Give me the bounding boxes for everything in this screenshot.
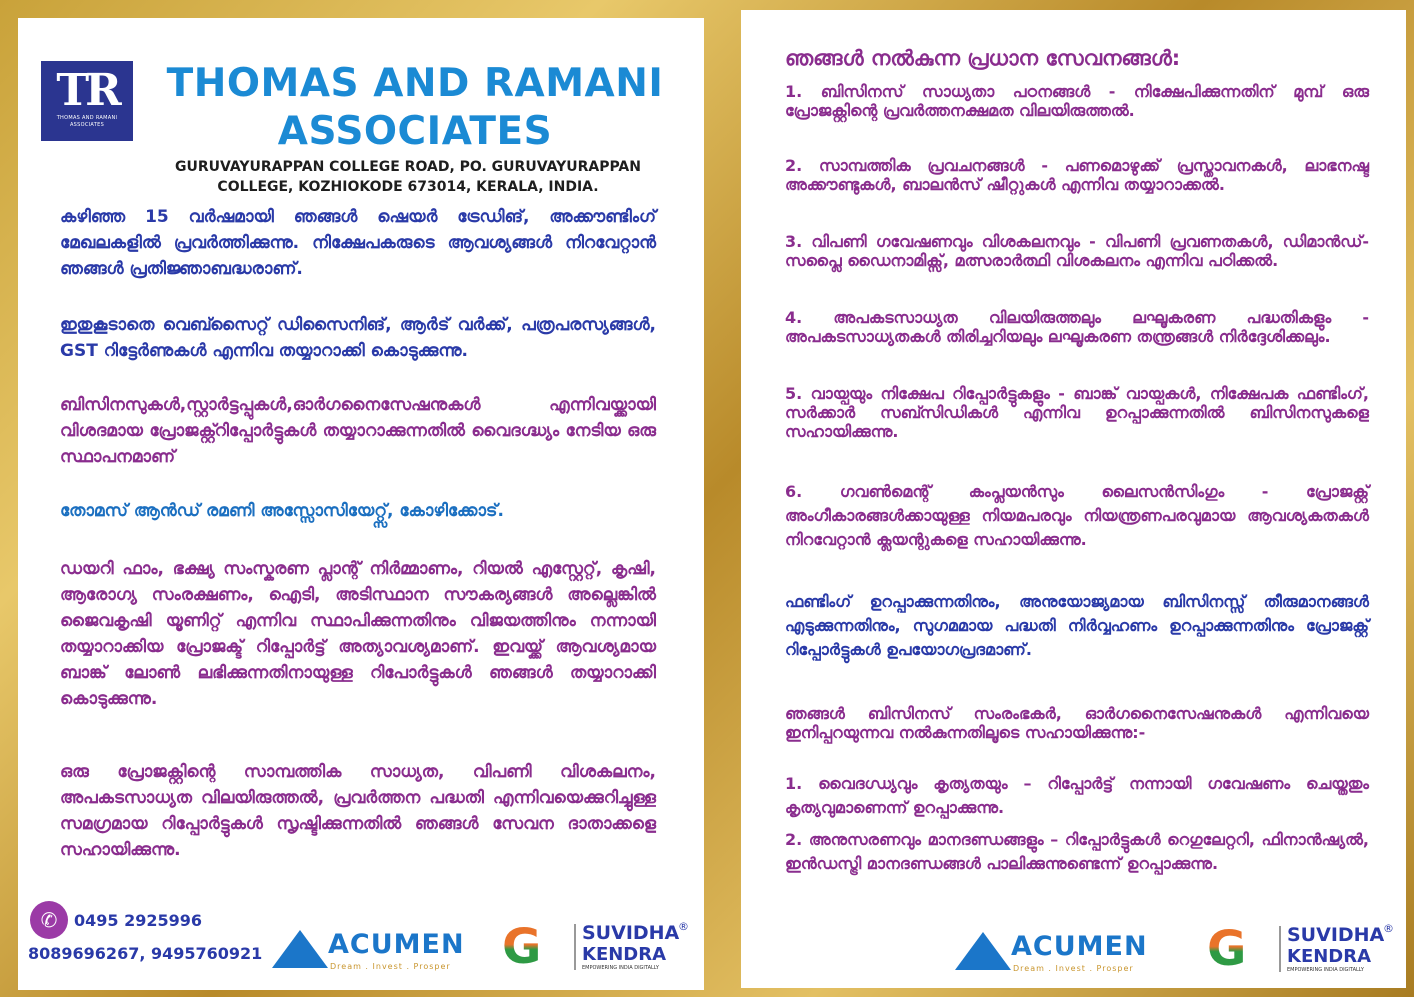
service-item-2: 2. സാമ്പത്തിക പ്രവചനങ്ങൾ - പണമൊഴുക്ക് പ്രസ്താവനകൾ, ലാഭനഷ്ട അക്കൗണ്ടുകൾ, ബാലൻസ് ഷീറ്റുകൾ എന്നിവ തയ്യാറാക്കൽ. — [785, 156, 1369, 194]
logo-subtext: THOMAS AND RAMANI ASSOCIATES — [56, 115, 118, 128]
registered-mark: ® — [678, 920, 689, 933]
suvidha-wordmark: SUVIDHA — [582, 922, 680, 944]
company-name-paragraph: തോമസ് ആൻഡ് രമണി അസ്സോസിയേറ്റ്സ്, കോഴിക്കോട്. — [60, 501, 504, 521]
suvidha-kendra-logo-right — [1207, 922, 1403, 982]
landline-number[interactable]: 0495 2925996 — [74, 911, 203, 930]
company-title-line2: ASSOCIATES — [277, 109, 553, 154]
suvidha-tagline: EMPOWERING INDIA DIGITALLY — [582, 965, 659, 971]
acumen-wordmark: ACUMEN — [328, 929, 465, 960]
suvidha-g-icon: G — [1207, 924, 1265, 974]
kendra-wordmark: KENDRA — [1287, 946, 1372, 967]
service-item-4: 4. അപകടസാധ്യത വിലയിരുത്തലും ലഘൂകരണ പദ്ധതികളും - അപകടസാധ്യതകൾ തിരിച്ചറിയലും ലഘൂകരണ തന്ത്രങ്ങൾ നിർദ്ദേശിക്കലും. — [785, 308, 1369, 346]
address-line1: GURUVAYURAPPAN COLLEGE ROAD, PO. GURUVAYURAPPAN — [175, 159, 641, 175]
acumen-logo — [272, 930, 492, 976]
suvidha-wordmark: SUVIDHA — [1287, 924, 1385, 946]
suvidha-divider — [574, 924, 576, 970]
registered-mark: ® — [1383, 922, 1394, 935]
company-title-line1: THOMAS AND RAMANI — [166, 61, 664, 106]
service-item-1: 1. ബിസിനസ് സാധ്യതാ പഠനങ്ങൾ - നിക്ഷേപിക്കുന്നതിന് മുമ്പ് ഒരു പ്രോജക്റ്റിന്റെ പ്രവർത്തനക്ഷമത വിലയിരുത്തൽ. — [785, 82, 1369, 120]
right-panel — [741, 10, 1406, 988]
benefit-item-1: 1. വൈദഗ്ധ്യവും കൃത്യതയും – റിപ്പോർട്ട് നന്നായി ഗവേഷണം ചെയ്തതും കൃത്യവുമാണെന്ന് ഉറപ്പാക്കുന്നു. — [785, 774, 1369, 817]
acumen-triangle-icon — [272, 930, 328, 968]
acumen-tagline: Dream . Invest . Prosper — [1013, 964, 1134, 973]
acumen-tagline: Dream . Invest . Prosper — [330, 962, 451, 971]
acumen-logo-right — [955, 932, 1175, 978]
suvidha-divider — [1279, 926, 1281, 972]
company-address — [148, 157, 668, 197]
mobile-numbers[interactable]: 8089696267, 9495760921 — [28, 944, 263, 963]
address-line2: COLLEGE, KOZHIOKODE 673014, KERALA, INDIA. — [217, 179, 599, 195]
left-panel — [18, 18, 704, 990]
service-item-6: 6. ഗവൺമെന്റ് കംപ്ലയൻസും ലൈസൻസിംഗും - പ്രോജക്റ്റ് അംഗീകാരങ്ങൾക്കായുള്ള നിയമപരവും നിയന്ത്രണപരവുമായ ആവശ്യകതകൾ നിറവേറ്റാൻ ക്ലയന്റുകളെ സഹായിക്കുന്നു. — [785, 482, 1369, 549]
logo-monogram: TR — [56, 65, 118, 116]
company-logo — [41, 61, 133, 141]
services-paragraph: ഇതുകൂടാതെ വെബ്സൈറ്റ് ഡിസൈനിങ്, ആർട് വർക്ക്, പത്രപരസ്യങ്ങൾ, GST റിട്ടേർണുകൾ എന്നിവ തയ്യാറാക്കി കൊടുക്കുന്നു. — [60, 315, 656, 361]
help-intro-paragraph: ഞങ്ങൾ ബിസിനസ് സംരംഭകർ, ഓർഗനൈസേഷനുകൾ എന്നിവയെ ഇനിപ്പറയുന്നവ നൽകുന്നതിലൂടെ സഹായിക്കുന്നു:- — [785, 704, 1369, 742]
acumen-wordmark: ACUMEN — [1011, 931, 1148, 962]
phone-icon: ✆ — [30, 901, 68, 939]
suvidha-tagline: EMPOWERING INDIA DIGITALLY — [1287, 967, 1364, 973]
expertise-paragraph: ബിസിനസുകൾ,സ്റ്റാർട്ടപ്പുകൾ,ഓർഗനൈസേഷനുകൾ എന്നിവയ്ക്കായി വിശദമായ പ്രോജക്റ്റ്റിപ്പോർട്ടുകൾ തയ്യാറാക്കുന്നതിൽ വൈദഗ്ദ്ധ്യം നേടിയ ഒരു സ്ഥാപനമാണ് — [60, 395, 656, 467]
company-title — [136, 60, 694, 156]
services-heading: ഞങ്ങൾ നൽകുന്ന പ്രധാന സേവനങ്ങൾ: — [785, 46, 1181, 70]
service-item-3: 3. വിപണി ഗവേഷണവും വിശകലനവും - വിപണി പ്രവണതകൾ, ഡിമാൻഡ്-സപ്ലൈ ഡൈനാമിക്സ്, മത്സരാർത്ഥി വിശകലനം എന്നിവ പഠിക്കൽ. — [785, 232, 1369, 270]
feasibility-paragraph: ഒരു പ്രോജക്റ്റിന്റെ സാമ്പത്തിക സാധ്യത, വിപണി വിശകലനം, അപകടസാധ്യത വിലയിരുത്തൽ, പ്രവർത്തന പദ്ധതി എന്നിവയെക്കുറിച്ചുള്ള സമഗ്രമായ റിപ്പോർട്ടുകൾ സൃഷ്ടിക്കുന്നതിൽ ഞങ്ങൾ സേവന ദാതാക്കളെ സഹായിക്കുന്നു. — [60, 762, 656, 860]
kendra-wordmark: KENDRA — [582, 944, 667, 965]
usefulness-paragraph: ഫണ്ടിംഗ് ഉറപ്പാക്കുന്നതിനും, അനുയോജ്യമായ ബിസിനസ്സ് തീരുമാനങ്ങൾ എടുക്കുന്നതിനും, സുഗമമായ പദ്ധതി നിർവ്വഹണം ഉറപ്പാക്കുന്നതിനും പ്രോജക്റ്റ് റിപ്പോർട്ടുകൾ ഉപയോഗപ്രദമാണ്. — [785, 592, 1369, 659]
intro-paragraph: കഴിഞ്ഞ 15 വർഷമായി ഞങ്ങൾ ഷെയർ ട്രേഡിങ്, അക്കൗണ്ടിംഗ് മേഖലകളിൽ പ്രവർത്തിക്കുന്നു. നിക്ഷേപകരുടെ ആവശ്യങ്ങൾ നിറവേറ്റാൻ ഞങ്ങൾ പ്രതിജ്ഞാബദ്ധരാണ്. — [60, 207, 656, 279]
service-item-5: 5. വായ്പയും നിക്ഷേപ റിപ്പോർട്ടുകളും - ബാങ്ക് വായ്പകൾ, നിക്ഷേപക ഫണ്ടിംഗ്, സർക്കാർ സബ്സിഡികൾ എന്നിവ ഉറപ്പാക്കുന്നതിൽ ബിസിനസുകളെ സഹായിക്കുന്നു. — [785, 384, 1369, 441]
sectors-paragraph: ഡയറി ഫാം, ഭക്ഷ്യ സംസ്കരണ പ്ലാന്റ് നിർമ്മാണം, റിയൽ എസ്റ്റേറ്റ്, കൃഷി, ആരോഗ്യ സംരക്ഷണം, ഐടി, അടിസ്ഥാന സൗകര്യങ്ങൾ അല്ലെങ്കിൽ ജൈവകൃഷി യൂണിറ്റ് എന്നിവ സ്ഥാപിക്കുന്നതിനും വിജയത്തിനും നന്നായി തയ്യാറാക്കിയ പ്രോജക്ട് റിപ്പോർട്ട് അത്യാവശ്യമാണ്. ഇവയ്ക്ക് ആവശ്യമായ ബാങ്ക് ലോൺ ലഭിക്കുന്നതിനായുള്ള റിപോർട്ടുകൾ ഞങ്ങൾ തയ്യാറാക്കി കൊടുക്കുന്നു. — [60, 559, 656, 709]
suvidha-kendra-logo — [502, 920, 698, 980]
benefit-item-2: 2. അനുസരണവും മാനദണ്ഡങ്ങളും – റിപ്പോർട്ടുകൾ റെഗുലേറ്ററി, ഫിനാൻഷ്യൽ, ഇൻഡസ്ട്രി മാനദണ്ഡങ്ങൾ പാലിക്കുന്നുണ്ടെന്ന് ഉറപ്പാക്കുന്നു. — [785, 830, 1369, 873]
acumen-triangle-icon — [955, 932, 1011, 970]
suvidha-g-icon: G — [502, 922, 560, 972]
